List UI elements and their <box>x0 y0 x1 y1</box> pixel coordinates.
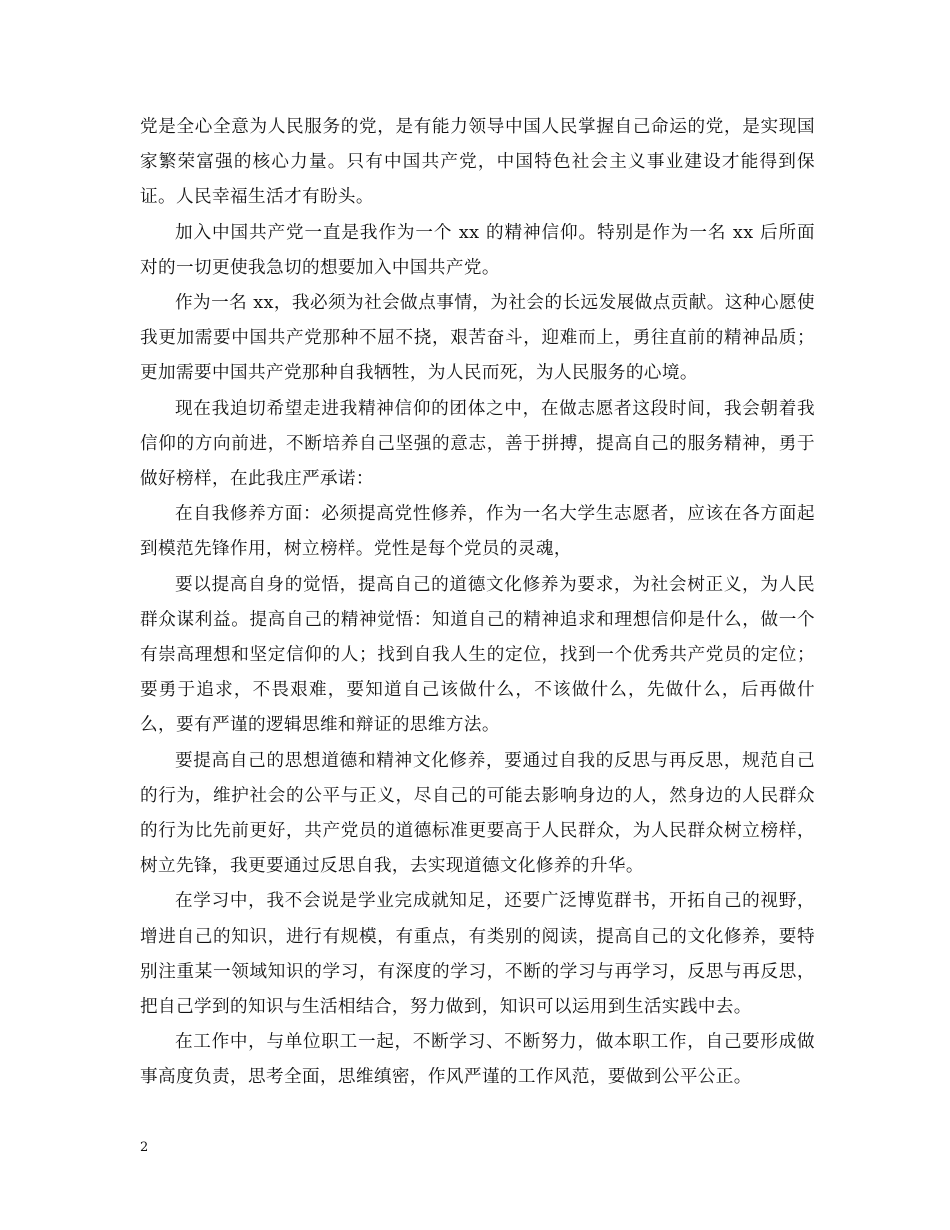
paragraph-8: 在学习中，我不会说是学业完成就知足，还要广泛博览群书，开拓自己的视野，增进自己的知识，进行有规模，有重点，有类别的阅读，提高自己的文化修养，要特别注重某一领域知识的学习，有深度的学习，不断的学习与再学习，反思与再反思，把自己学到的知识与生活相结合，努力做到，知识可以运用到生活实践中去。 <box>140 891 815 1018</box>
page-number: 2 <box>140 1140 149 1155</box>
paragraph-7: 要提高自己的思想道德和精神文化修养，要通过自我的反思与再反思，规范自己的行为，维护社会的公平与正义，尽自己的可能去影响身边的人，然身边的人民群众的行为比先前更好，共产党员的道德标准更要高于人民群众，为人民群众树立榜样，树立先锋，我更要通过反思自我，去实现道德文化修养的升华。 <box>140 750 815 877</box>
paragraph-3: 作为一名 xx，我必须为社会做点事情，为社会的长远发展做点贡献。这种心愿使我更加需要中国共产党那种不屈不挠，艰苦奋斗，迎难而上，勇往直前的精神品质；更加需要中国共产党那种自我牺牲，为人民而死，为人民服务的心境。 <box>140 293 815 384</box>
paragraph-1: 党是全心全意为人民服务的党，是有能力领导中国人民掌握自己命运的党，是实现国家繁荣富强的核心力量。只有中国共产党，中国特色社会主义事业建设才能得到保证。人民幸福生活才有盼头。 <box>140 117 815 208</box>
paragraph-9: 在工作中，与单位职工一起，不断学习、不断努力，做本职工作，自己要形成做事高度负责，思考全面，思维缜密，作风严谨的工作风范，要做到公平公正。 <box>140 1032 815 1088</box>
document-body <box>140 110 815 1096</box>
paragraph-6: 要以提高自身的觉悟，提高自己的道德文化修养为要求，为社会树正义，为人民群众谋利益。提高自己的精神觉悟：知道自己的精神追求和理想信仰是什么，做一个有崇高理想和坚定信仰的人；找到自我人生的定位，找到一个优秀共产党员的定位；要勇于追求，不畏艰难，要知道自己该做什么，不该做什么，先做什么，后再做什么，要有严谨的逻辑思维和辩证的思维方法。 <box>140 574 815 736</box>
paragraph-5: 在自我修养方面：必须提高党性修养，作为一名大学生志愿者，应该在各方面起到模范先锋作用，树立榜样。党性是每个党员的灵魂， <box>140 504 815 560</box>
paragraph-4: 现在我迫切希望走进我精神信仰的团体之中，在做志愿者这段时间，我会朝着我信仰的方向前进，不断培养自己坚强的意志，善于拼搏，提高自己的服务精神，勇于做好榜样，在此我庄严承诺： <box>140 398 815 490</box>
paragraph-2: 加入中国共产党一直是我作为一个 xx 的精神信仰。特别是作为一名 xx 后所面对的一切更使我急切的想要加入中国共产党。 <box>140 222 815 278</box>
